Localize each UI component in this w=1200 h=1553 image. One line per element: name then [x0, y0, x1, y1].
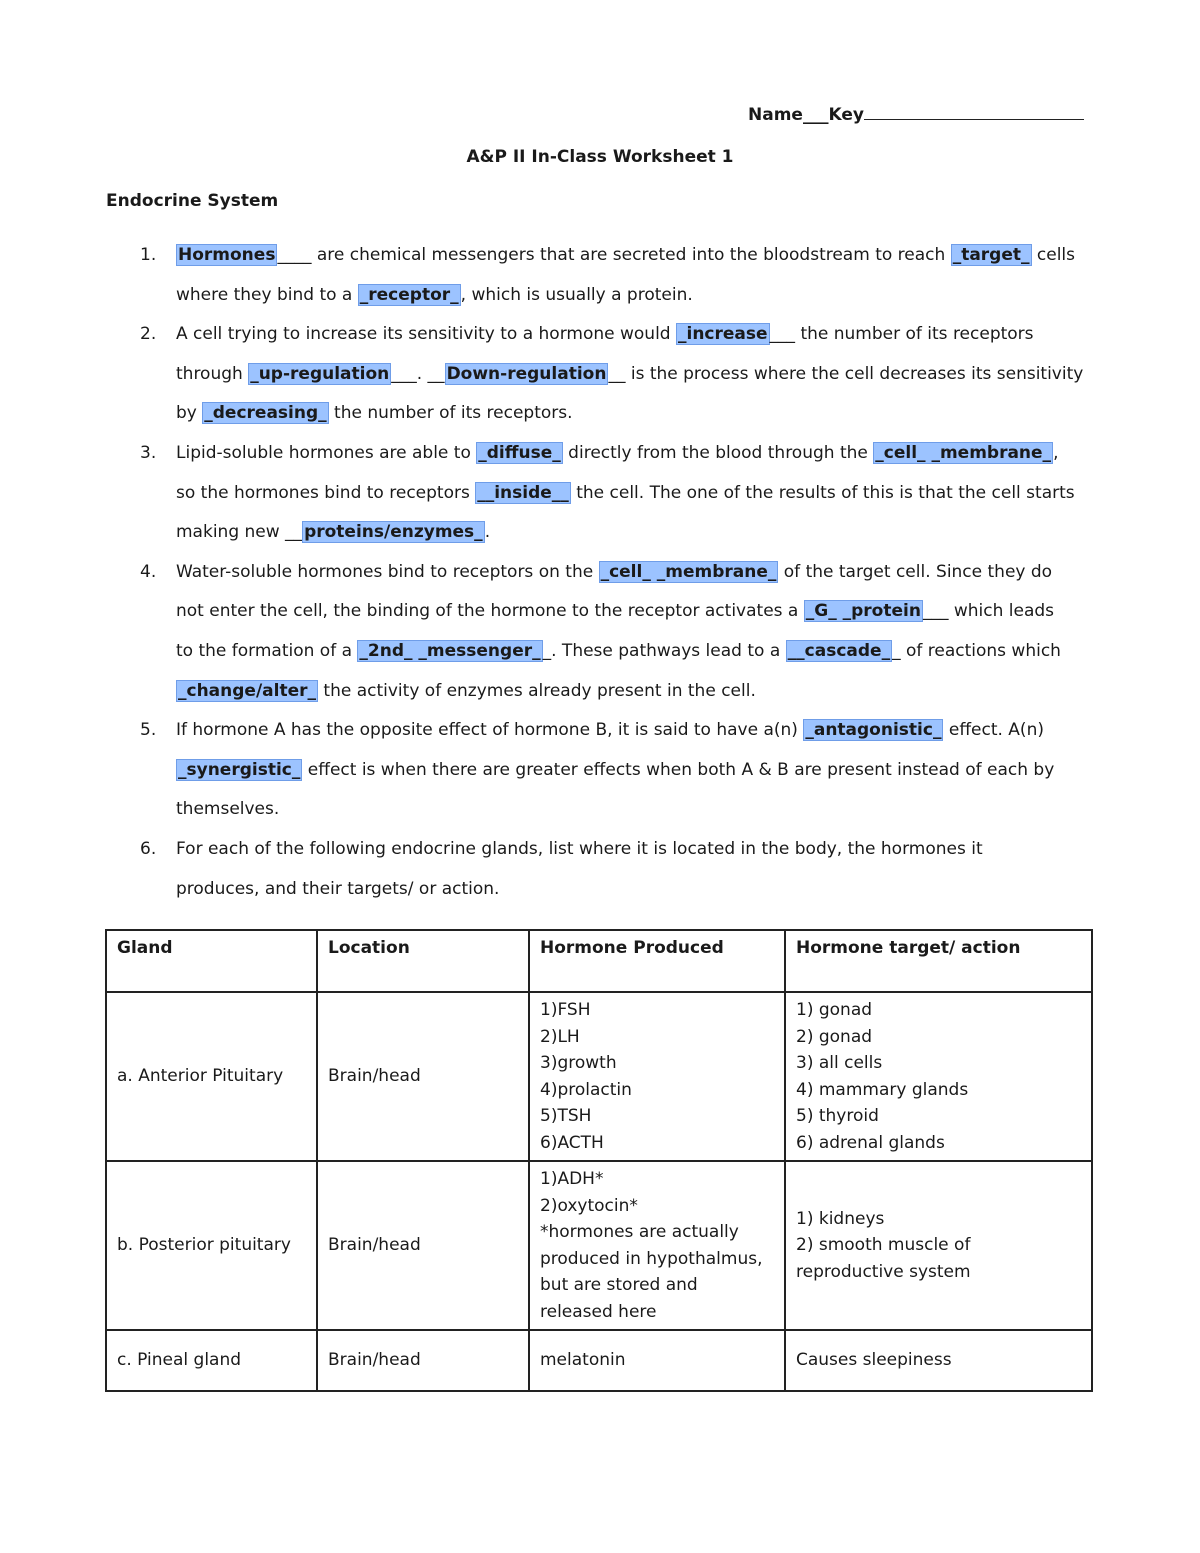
hormone-item: produced in hypothalmus,	[540, 1248, 763, 1269]
target-item: 5) thyroid	[796, 1106, 879, 1126]
question-item	[106, 434, 1106, 553]
question-text: making new __	[176, 522, 303, 543]
question-list	[106, 236, 1106, 909]
answer-highlight: _up-regulation	[250, 363, 390, 384]
target-item: 2) gonad	[796, 1026, 873, 1047]
table-header-row	[106, 930, 1092, 992]
question-text: of the target cell. Since they do	[778, 561, 1053, 582]
hormone-item: 5)TSH	[540, 1106, 592, 1126]
question-line	[176, 711, 1106, 751]
answer-highlight: _increase	[678, 324, 768, 345]
hormone-item: 2)LH	[540, 1026, 580, 1047]
question-text: cells	[1031, 245, 1076, 265]
question-number: 3.	[140, 442, 157, 463]
hormone-item: 6)ACTH	[540, 1132, 604, 1153]
question-line	[176, 434, 1106, 474]
question-line	[176, 632, 1106, 672]
question-text: to the formation of a	[176, 640, 358, 661]
answer-highlight: _cell_ _membrane_	[875, 442, 1052, 463]
question-line	[176, 830, 1106, 870]
question-line	[176, 592, 1106, 632]
answer-highlight: __cascade_	[787, 640, 891, 661]
hormone-item: 4)prolactin	[540, 1079, 632, 1100]
question-text: produces, and their targets/ or action.	[176, 878, 500, 899]
question-line	[176, 513, 1106, 553]
target-item: reproductive system	[796, 1261, 971, 1282]
question-line	[176, 276, 1106, 316]
table-row	[106, 992, 1092, 1161]
hormone-cell	[529, 992, 785, 1161]
question-number: 1.	[140, 245, 157, 265]
gland-cell: a. Anterior Pituitary	[106, 992, 317, 1161]
question-number: 5.	[140, 720, 157, 741]
question-text: Water-soluble hormones bind to receptors on the	[176, 561, 599, 582]
hormone-item: *hormones are actually	[540, 1222, 739, 1242]
question-text: _ of reactions which	[892, 640, 1061, 661]
question-text: the number of its receptors.	[328, 403, 573, 424]
question-text: _. These pathways lead to a	[542, 640, 786, 661]
question-line	[176, 672, 1106, 712]
question-item	[106, 553, 1106, 711]
answer-highlight: _change/alter_	[178, 680, 317, 701]
question-text: ___. __	[391, 363, 445, 384]
answer-highlight: __inside__	[477, 482, 569, 503]
gland-cell: b. Posterior pituitary	[106, 1161, 317, 1330]
question-text: the activity of enzymes already present in the cell.	[318, 680, 756, 701]
question-text: , which is usually a protein.	[460, 284, 693, 305]
question-text: __ is the process where the cell decreases its sensitivity	[608, 363, 1084, 384]
question-text: effect. A(n)	[943, 720, 1044, 741]
hormone-item: but are stored and	[540, 1275, 698, 1295]
question-item	[106, 315, 1106, 434]
question-line	[176, 355, 1106, 395]
question-number: 6.	[140, 838, 157, 859]
answer-highlight: _diffuse_	[478, 442, 561, 463]
name-line	[748, 103, 1084, 125]
question-item	[106, 830, 1106, 909]
question-text: ___ which leads	[922, 601, 1055, 622]
answer-highlight: _antagonistic_	[805, 720, 942, 741]
answer-highlight: _decreasing_	[204, 403, 327, 424]
name-underline	[864, 103, 1084, 120]
question-item	[106, 711, 1106, 830]
answer-highlight: _receptor_	[359, 284, 459, 305]
hormone-item: 1)ADH*	[540, 1169, 604, 1189]
answer-highlight: _cell_ _membrane_	[600, 561, 777, 582]
target-cell	[785, 1161, 1092, 1330]
answer-highlight: _G_ _protein	[805, 601, 921, 622]
question-text: effect is when there are greater effects when both A & B are present instead of each by	[302, 759, 1055, 780]
hormone-item: 1)FSH	[540, 1000, 591, 1020]
question-number: 4.	[140, 561, 157, 582]
question-text: .	[484, 522, 491, 543]
target-item: 3) all cells	[796, 1053, 883, 1073]
question-text: by	[176, 403, 203, 424]
hormone-item: 2)oxytocin*	[540, 1195, 638, 1216]
table-row	[106, 1161, 1092, 1330]
question-text: Lipid-soluble hormones are able to	[176, 442, 477, 463]
target-cell	[785, 1330, 1092, 1391]
hormone-item: released here	[540, 1301, 657, 1322]
question-line	[176, 315, 1106, 355]
header-hormone-target: Hormone target/ action	[785, 930, 1092, 992]
location-cell: Brain/head	[317, 992, 529, 1161]
question-text: ,	[1053, 442, 1059, 463]
question-line	[176, 553, 1106, 593]
table-row	[106, 1330, 1092, 1391]
question-text: ____ are chemical messengers that are secreted into the bloodstream to reach	[277, 245, 951, 265]
question-text: through	[176, 363, 249, 384]
target-item: 2) smooth muscle of	[796, 1235, 971, 1256]
question-text: directly from the blood through the	[562, 442, 874, 463]
question-line	[176, 790, 1106, 830]
name-label: Name___Key	[748, 105, 864, 125]
section-heading: Endocrine System	[106, 191, 279, 211]
gland-cell: c. Pineal gland	[106, 1330, 317, 1391]
target-item: Causes sleepiness	[796, 1350, 952, 1371]
location-cell: Brain/head	[317, 1330, 529, 1391]
answer-highlight: _2nd_ _messenger_	[359, 640, 541, 661]
target-item: 4) mammary glands	[796, 1079, 969, 1100]
location-cell: Brain/head	[317, 1161, 529, 1330]
header-location: Location	[317, 930, 529, 992]
answer-highlight: proteins/enzymes_	[304, 522, 483, 543]
target-cell	[785, 992, 1092, 1161]
header-gland: Gland	[106, 930, 317, 992]
page-title: A&P II In-Class Worksheet 1	[466, 147, 734, 167]
hormone-cell	[529, 1330, 785, 1391]
question-line	[176, 394, 1106, 434]
question-line	[176, 236, 1106, 276]
answer-highlight: Down-regulation	[446, 363, 607, 384]
answer-highlight: _synergistic_	[178, 759, 301, 780]
question-text: so the hormones bind to receptors	[176, 482, 476, 503]
question-line	[176, 870, 1106, 910]
question-text: the cell. The one of the results of this is that the cell starts	[570, 482, 1075, 503]
question-text: If hormone A has the opposite effect of hormone B, it is said to have a(n)	[176, 720, 804, 741]
target-item: 1) gonad	[796, 1000, 873, 1020]
question-text: ___ the number of its receptors	[769, 324, 1034, 345]
gland-table	[105, 929, 1093, 1392]
hormone-item: 3)growth	[540, 1053, 617, 1073]
question-text: A cell trying to increase its sensitivity to a hormone would	[176, 324, 676, 345]
question-item	[106, 236, 1106, 315]
question-number: 2.	[140, 324, 157, 345]
question-text: where they bind to a	[176, 284, 358, 305]
question-line	[176, 474, 1106, 514]
question-text: For each of the following endocrine glands, list where it is located in the body, the hormones it	[176, 838, 983, 859]
target-item: 1) kidneys	[796, 1208, 885, 1229]
header-hormone-produced: Hormone Produced	[529, 930, 785, 992]
hormone-item: melatonin	[540, 1350, 626, 1371]
answer-highlight: Hormones	[178, 245, 276, 265]
question-text: themselves.	[176, 799, 280, 820]
answer-highlight: _target_	[952, 245, 1030, 265]
target-item: 6) adrenal glands	[796, 1132, 945, 1153]
hormone-cell	[529, 1161, 785, 1330]
question-text: not enter the cell, the binding of the hormone to the receptor activates a	[176, 601, 804, 622]
question-line	[176, 751, 1106, 791]
